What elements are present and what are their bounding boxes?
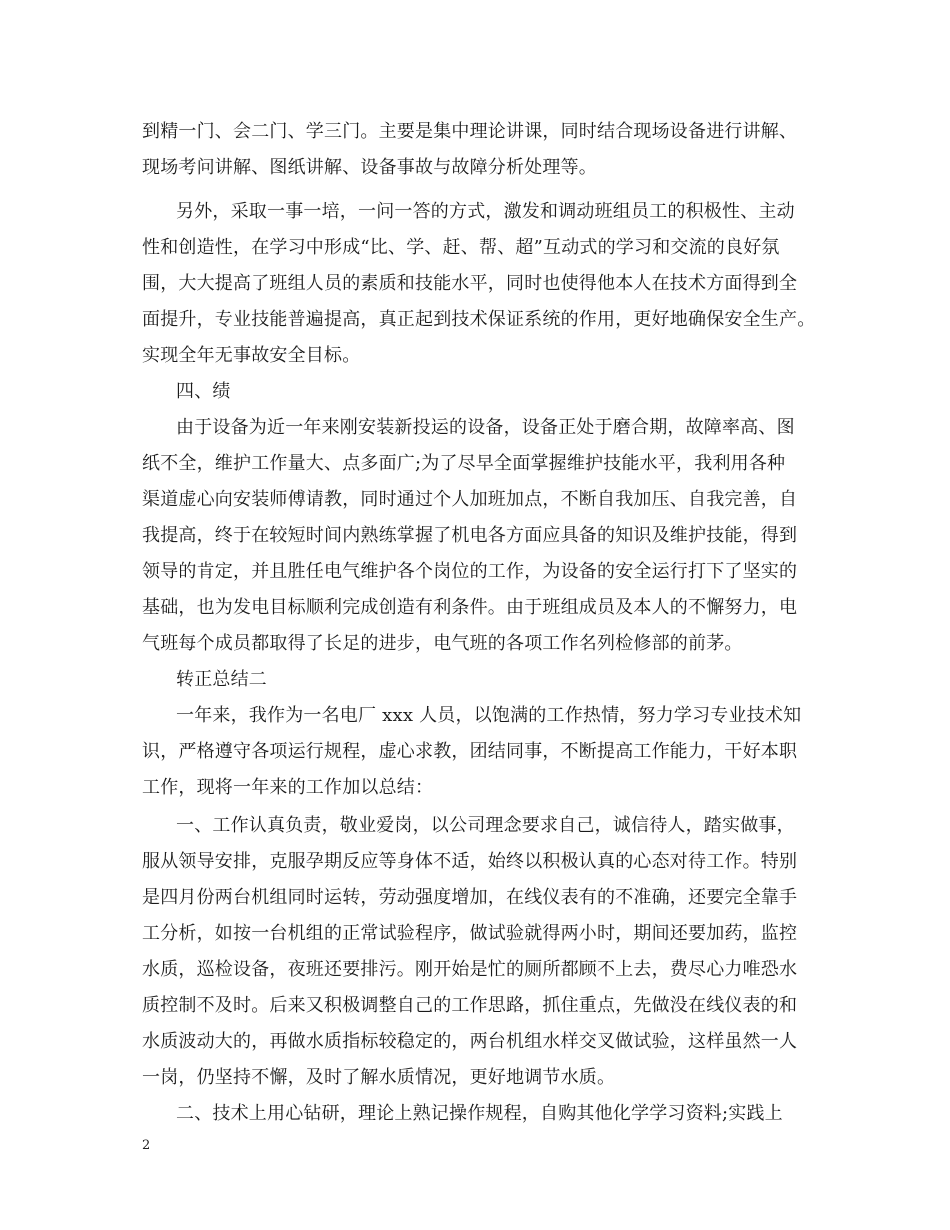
text-line: 我提高，终于在较短时间内熟练掌握了机电各方面应具备的知识及维护技能，得到 (142, 525, 798, 546)
text-line: 领导的肯定，并且胜任电气维护各个岗位的工作，为设备的安全运行打下了坚实的 (142, 561, 798, 582)
text-line: 工分析，如按一台机组的正常试验程序，做试验就得两小时，期间还要加药，监控 (142, 923, 798, 944)
section-heading: 四、绩 (176, 381, 231, 402)
text-line: 纸不全，维护工作量大、点多面广;为了尽早全面掌握维护技能水平，我利用各种 (142, 453, 786, 474)
page-number: 2 (142, 1138, 151, 1153)
text-line: 一岗，仍坚持不懈，及时了解水质情况，更好地调节水质。 (142, 1067, 616, 1088)
text-line: 水质波动大的，再做水质指标较稳定的，两台机组水样交叉做试验，这样虽然一人 (142, 1031, 798, 1052)
text-line: 性和创造性，在学习中形成“比、学、赶、帮、超”互动式的学习和交流的良好氛 (142, 237, 780, 258)
section-heading: 转正总结二 (176, 669, 267, 690)
text-line: 是四月份两台机组同时运转，劳动强度增加，在线仪表有的不准确，还要完全靠手 (142, 887, 798, 908)
text-line: 一、工作认真负责，敬业爱岗，以公司理念要求自己，诚信待人，踏实做事， (176, 815, 795, 836)
text-line: 工作，现将一年来的工作加以总结： (142, 777, 434, 798)
text-line: 渠道虚心向安装师傅请教，同时通过个人加班加点，不断自我加压、自我完善，自 (142, 489, 798, 510)
text-line: 另外，采取一事一培，一问一答的方式，激发和调动班组员工的积极性、主动 (176, 201, 795, 222)
text-line: 面提升，专业技能普遍提高，真正起到技术保证系统的作用，更好地确保安全生产。 (142, 309, 816, 330)
text-line: 到精一门、会二门、学三门。主要是集中理论讲课，同时结合现场设备进行讲解、 (142, 121, 798, 142)
text-line: 现场考问讲解、图纸讲解、设备事故与故障分析处理等。 (142, 157, 597, 178)
text-line: 实现全年无事故安全目标。 (142, 345, 361, 366)
text-line: 气班每个成员都取得了长足的进步，电气班的各项工作名列检修部的前茅。 (142, 633, 743, 654)
text-line: 服从领导安排，克服孕期反应等身体不适，始终以积极认真的心态对待工作。特别 (142, 851, 798, 872)
text-line: 由于设备为近一年来刚安装新投运的设备，设备正处于磨合期，故障率高、图 (176, 417, 795, 438)
text-line: 二、技术上用心钻研，理论上熟记操作规程，自购其他化学学习资料;实践上 (176, 1103, 783, 1124)
text-line: 一年来，我作为一名电厂 xxx 人员，以饱满的工作热情，努力学习专业技术知 (176, 705, 802, 726)
text-line: 基础，也为发电目标顺利完成创造有利条件。由于班组成员及本人的不懈努力，电 (142, 597, 798, 618)
text-line: 质控制不及时。后来又积极调整自己的工作思路，抓住重点，先做没在线仪表的和 (142, 995, 798, 1016)
text-line: 识，严格遵守各项运行规程，虚心求教，团结同事，不断提高工作能力，干好本职 (142, 741, 798, 762)
text-line: 围，大大提高了班组人员的素质和技能水平，同时也使得他本人在技术方面得到全 (142, 273, 798, 294)
text-line: 水质，巡检设备，夜班还要排污。刚开始是忙的厕所都顾不上去，费尽心力唯恐水 (142, 959, 798, 980)
